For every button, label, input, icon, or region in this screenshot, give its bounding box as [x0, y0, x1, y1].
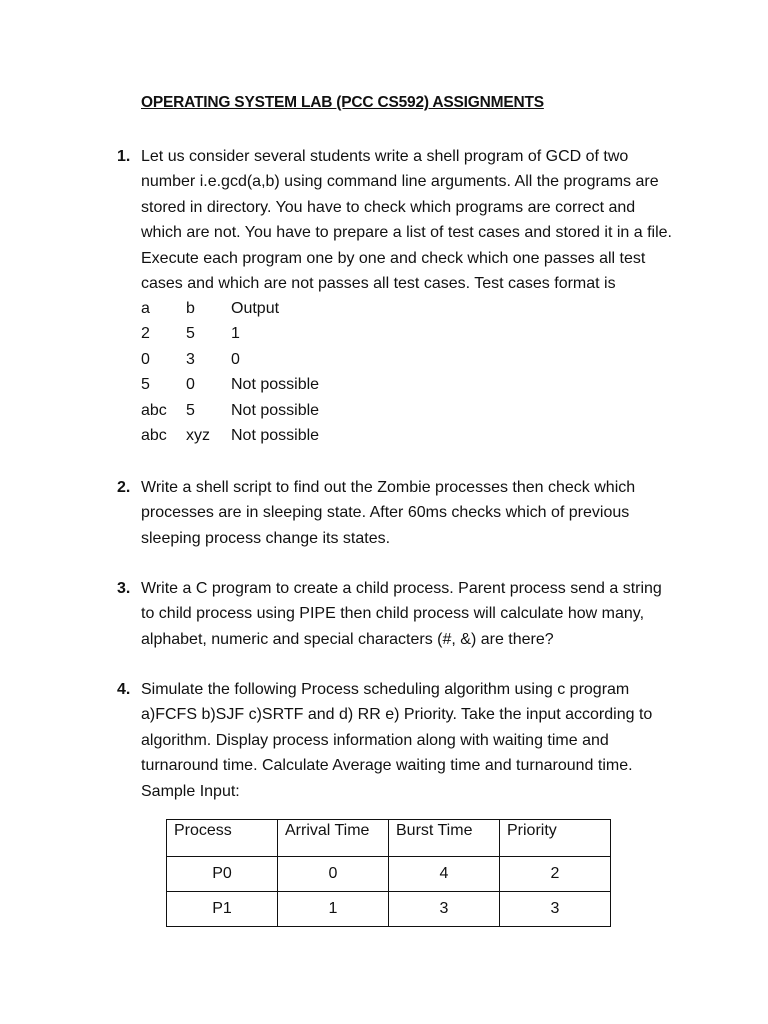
question-text [141, 677, 701, 804]
test-case-b: xyz [186, 426, 210, 444]
question-line: algorithm. Display process information along with waiting time and [141, 731, 609, 749]
cell-burst-time: 4 [389, 857, 500, 892]
question-line: processes are in sleeping state. After 60ms checks which of previous [141, 504, 630, 522]
test-case-header-output: Output [231, 300, 280, 317]
question-line: to child process using PIPE then child process will calculate how many, [141, 605, 645, 623]
header-process: Process [167, 820, 278, 857]
question-line: which are not. You have to prepare a list of test cases and stored it in a file. [141, 224, 672, 242]
question-text [141, 576, 701, 652]
header-priority: Priority [500, 820, 611, 857]
cell-burst-time: 3 [389, 892, 500, 927]
question-number: 2. [117, 479, 131, 496]
test-case-output: Not possible [231, 401, 320, 419]
test-case-row [141, 347, 441, 372]
test-case-a: abc [141, 426, 167, 444]
question-line: sleeping process change its states. [141, 529, 391, 547]
table-row [167, 857, 611, 892]
test-case-b: 5 [186, 325, 195, 343]
test-case-row [141, 423, 441, 448]
cell-process: P0 [167, 857, 278, 892]
test-case-output: 0 [231, 350, 240, 368]
test-case-b: 0 [186, 376, 195, 394]
question-line: a)FCFS b)SJF c)SRTF and d) RR e) Priority. Take the input according to [141, 706, 653, 724]
question-line: Sample Input: [141, 782, 240, 800]
test-case-b: 5 [186, 401, 195, 419]
question-line: alphabet, numeric and special characters (#, &) are there? [141, 630, 554, 648]
test-case-row [141, 321, 441, 346]
test-case-row [141, 398, 441, 423]
test-case-header-a: a [141, 300, 150, 317]
cell-process: P1 [167, 892, 278, 927]
question-line: Execute each program one by one and check which one passes all test [141, 249, 646, 267]
question-line: Let us consider several students write a shell program of GCD of two [141, 148, 629, 165]
question-number: 1. [117, 148, 131, 165]
question-line: Simulate the following Process scheduling algorithm using c program [141, 681, 630, 698]
document-title: OPERATING SYSTEM LAB (PCC CS592) ASSIGNMENTS [141, 94, 544, 111]
question-line: turnaround time. Calculate Average waiting time and turnaround time. [141, 757, 633, 775]
question-number: 3. [117, 580, 131, 597]
table-row [167, 892, 611, 927]
cell-arrival-time: 0 [278, 857, 389, 892]
test-case-b: 3 [186, 350, 195, 368]
test-case-a: 2 [141, 325, 150, 343]
process-table-header [167, 820, 611, 857]
question-line: Write a shell script to find out the Zombie processes then check which [141, 479, 636, 496]
question-text [141, 144, 701, 296]
question-text [141, 475, 701, 551]
question-line: stored in directory. You have to check which programs are correct and [141, 198, 636, 216]
test-case-output: 1 [231, 325, 240, 343]
test-cases-header [141, 296, 441, 321]
header-burst-time: Burst Time [389, 820, 500, 857]
test-cases [141, 296, 441, 448]
question-line: Write a C program to create a child process. Parent process send a string [141, 580, 662, 597]
header-arrival-time: Arrival Time [278, 820, 389, 857]
test-case-a: 0 [141, 350, 150, 368]
question-line: cases and which are not passes all test cases. Test cases format is [141, 274, 616, 292]
cell-priority: 3 [500, 892, 611, 927]
test-case-output: Not possible [231, 376, 320, 394]
test-case-output: Not possible [231, 426, 320, 444]
cell-arrival-time: 1 [278, 892, 389, 927]
question-line: number i.e.gcd(a,b) using command line arguments. All the programs are [141, 173, 659, 191]
test-case-row [141, 372, 441, 397]
question-number: 4. [117, 681, 131, 698]
test-case-a: 5 [141, 376, 150, 394]
test-case-a: abc [141, 401, 167, 419]
process-table [166, 819, 611, 927]
test-case-header-b: b [186, 300, 195, 317]
cell-priority: 2 [500, 857, 611, 892]
